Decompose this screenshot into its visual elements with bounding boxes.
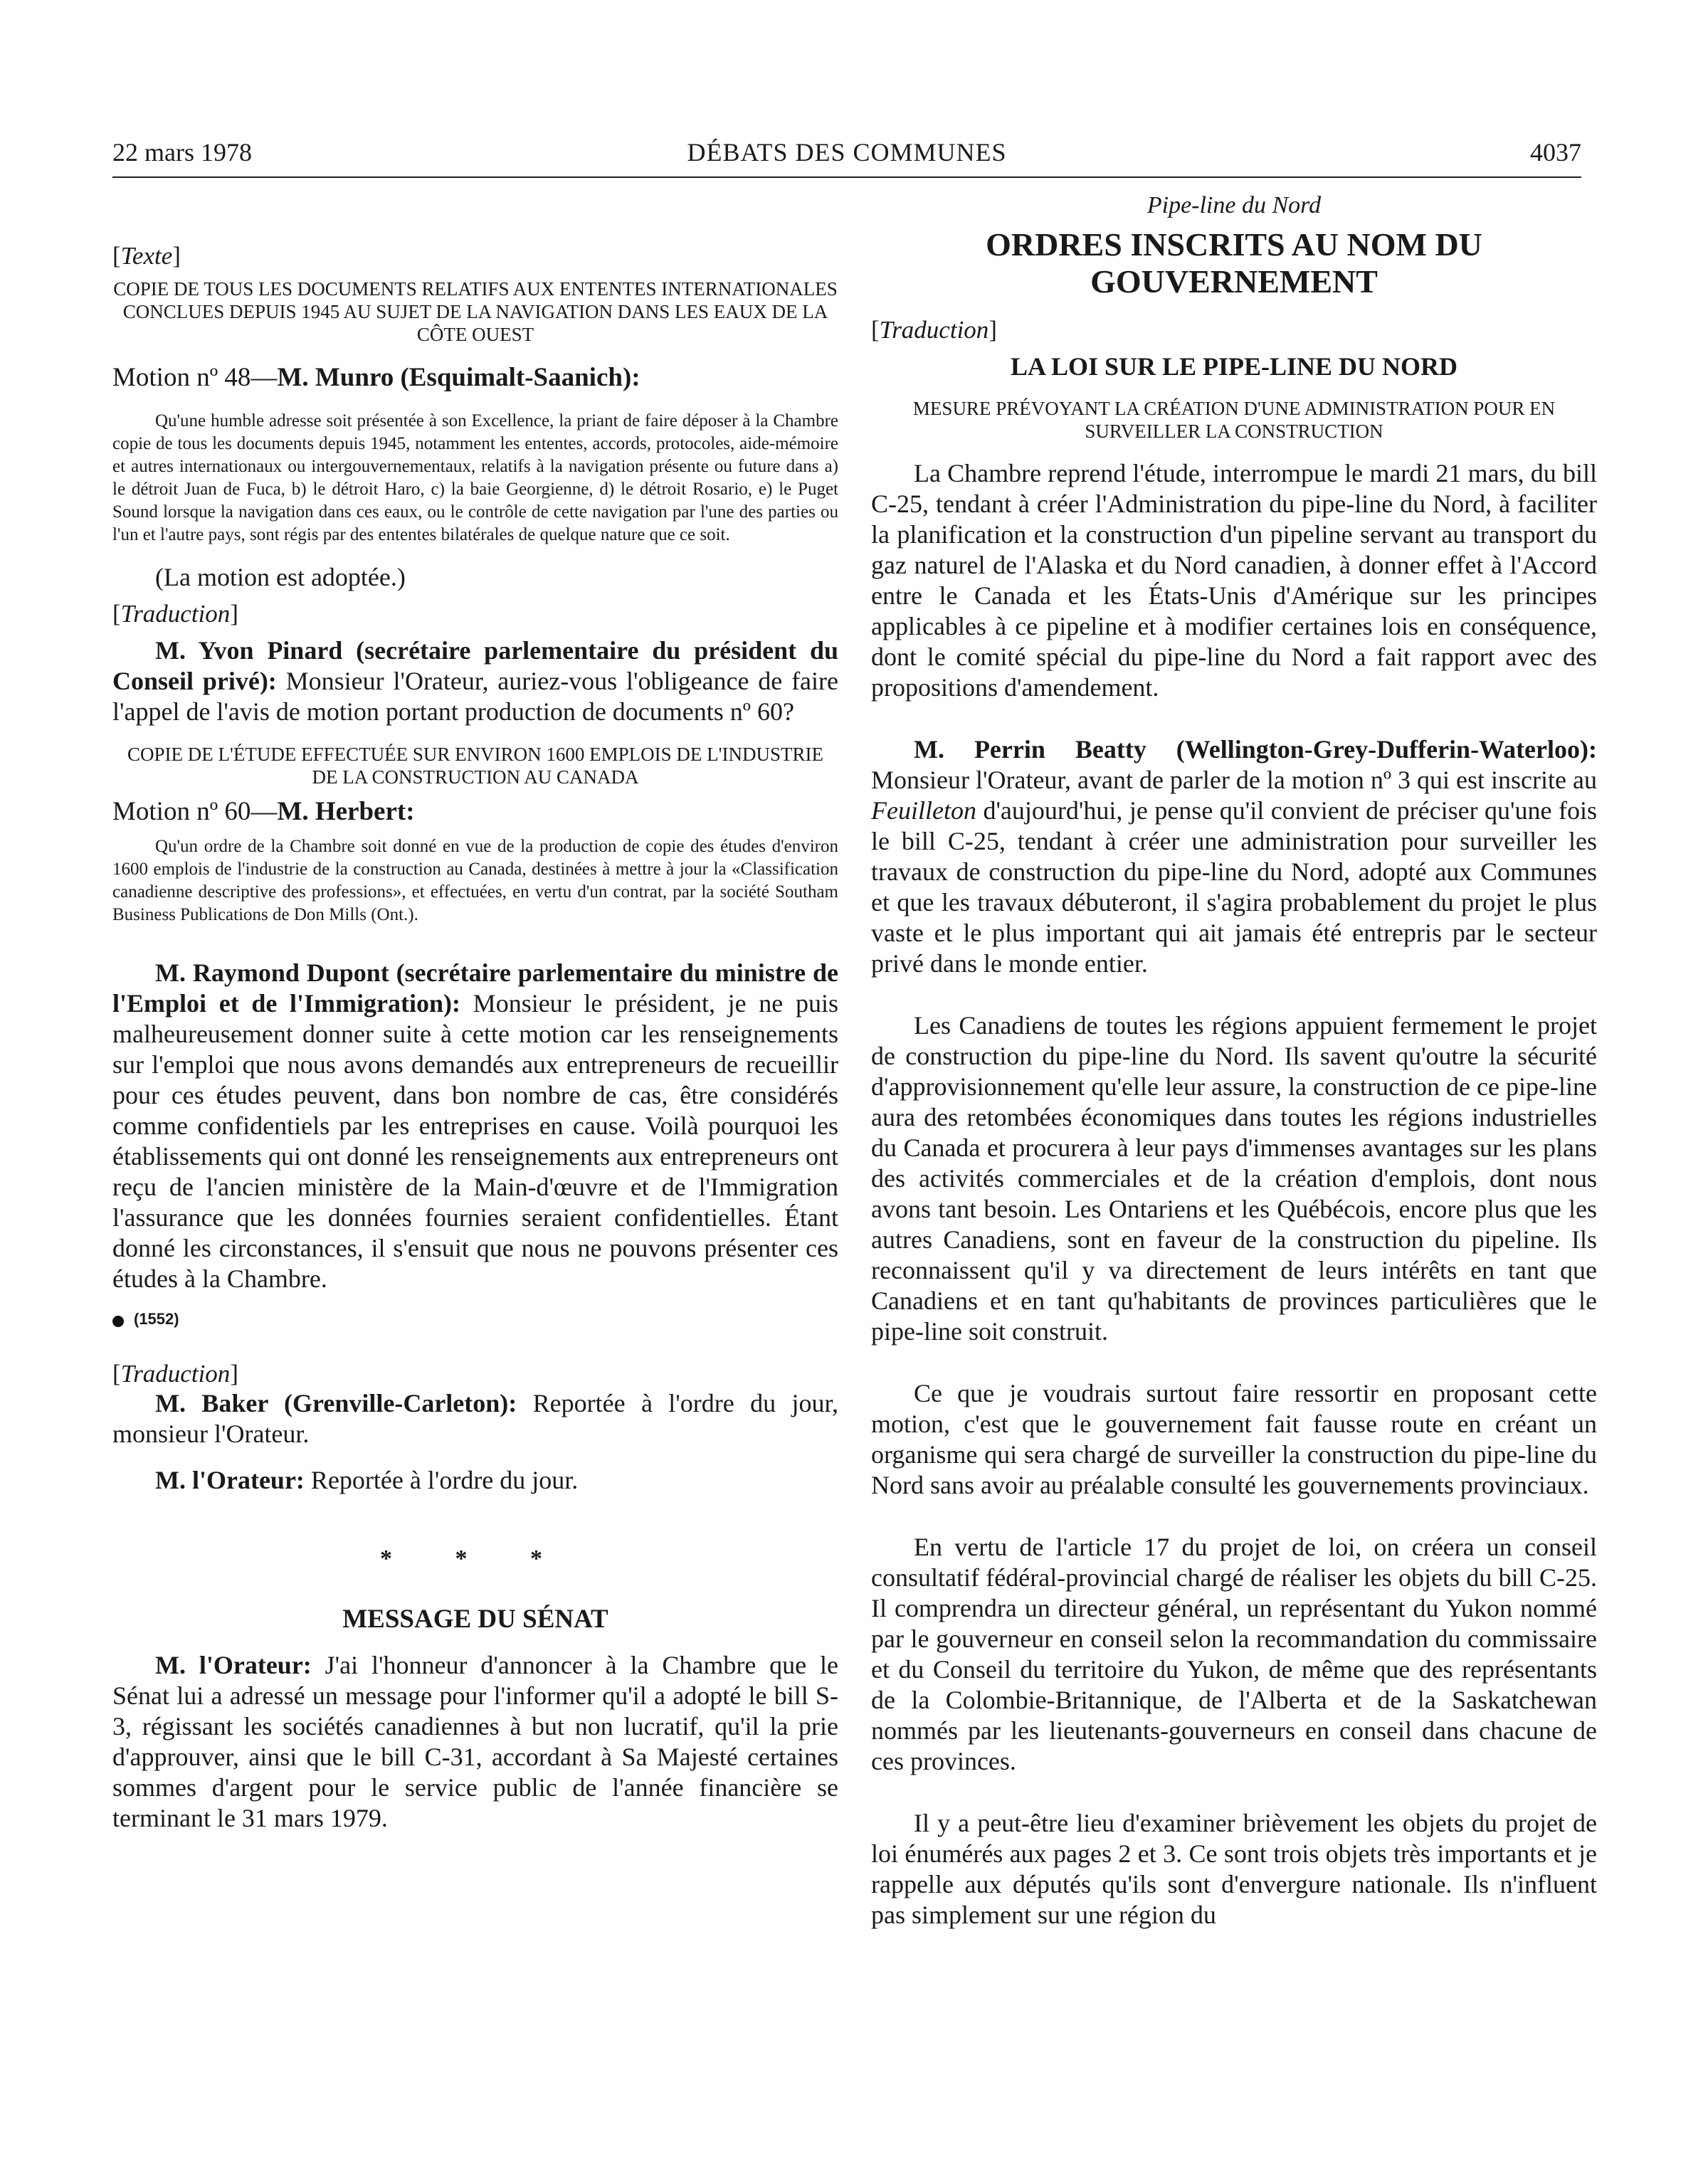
bullet-dot-icon — [112, 1316, 124, 1327]
beatty-speech: M. Perrin Beatty (Wellington-Grey-Dufferin-Waterloo): Monsieur l'Orateur, avant de parler de la motion nº 3 qui est inscrite au Feuilleton d'aujourd'hui, je pense qu'il convient de préciser qu'une fois le bill C-25, tendant à créer une administration pour surveiller les travaux de construction du pipe-line du Nord, adopté aux Communes et que les travaux débuteront, il s'agira probablement du projet le plus vaste et le plus important qui ait jamais été entrepris par le secteur privé dans le monde entier. — [871, 735, 1597, 978]
left-column — [112, 192, 838, 1834]
baker-speaker: M. Baker (Grenville-Carleton): — [155, 1389, 517, 1417]
tag-traduction-2: [Traduction] — [112, 1360, 238, 1388]
header-title: DÉBATS DES COMMUNES — [687, 138, 1007, 167]
motion-60-text: Qu'un ordre de la Chambre soit donné en vue de la production de copie des études d'environ 1600 emplois de l'industrie de la construction au Canada, destinées à mettre à jour la «Classification canadienne descriptive des professions», et effectuées, en vertu d'un contrat, par la société Southam Business Publications de Don Mills (Ont.). — [112, 837, 838, 924]
section-separator-stars: * * * — [380, 1546, 571, 1572]
beatty-speaker: M. Perrin Beatty (Wellington-Grey-Dufferin-Waterloo): — [914, 735, 1597, 764]
paragraph-article-17: En vertu de l'article 17 du projet de loi, on créera un conseil consultatif fédéral-provincial chargé de réaliser les objets du bill C-25. Il comprendra un directeur général, un représentant du Yukon nommé par le gouverneur en conseil selon la recommandation du commissaire et du Conseil du territoire du Yukon, de même que des représentants de la Colombie-Britannique, de l'Alberta et de la Saskatchewan nommés par les lieutenants-gouverneurs en conseil dans chacune de ces provinces. — [871, 1533, 1597, 1775]
pinard-speaker: M. Yvon Pinard (secrétaire parlementaire du président du Conseil privé): — [112, 636, 838, 695]
motion-adopted: (La motion est adoptée.) — [155, 563, 406, 591]
page-header — [112, 137, 1581, 178]
dupont-speaker: M. Raymond Dupont (secrétaire parlementaire du ministre de l'Emploi et de l'Immigration): — [112, 958, 838, 1018]
right-column — [871, 192, 1597, 1930]
tag-traduction-1: [Traduction] — [112, 600, 238, 628]
paragraph-ressortir: Ce que je voudrais surtout faire ressortir en proposant cette motion, c'est que le gouvernement fait fausse route en créant un organisme qui sera chargé de surveiller la construction du pipe-line du Nord sans avoir au préalable consulté les gouvernements provinciaux. — [871, 1379, 1597, 1499]
motion-48-text: Qu'une humble adresse soit présentée à son Excellence, la priant de faire déposer à la Chambre copie de tous les documents depuis 1945, notamment les ententes, accords, protocoles, aide-mémoire et autres internationaux ou intergouvernementaux, relatifs à la navigation présente ou future dans a) le détroit Juan de Fuca, b) le détroit Haro, c) la baie Georgienne, d) le détroit Rosario, e) le Puget Sound lorsque la navigation dans ces eaux, ou le contrôle de cette navigation par l'une des parties ou l'un et l'autre pays, sont régis par des ententes bilatérales de quelque nature que ce soit. — [112, 411, 838, 544]
header-page-number: 4037 — [1530, 138, 1581, 167]
header-date: 22 mars 1978 — [112, 138, 252, 167]
paragraph-canadiens: Les Canadiens de toutes les régions appuient fermement le projet de construction du pipe-line du Nord. Ils savent qu'outre la sécurité d'approvisionnement qu'elle leur assure, la construction de ce pipe-line aura des retombées économiques dans toutes les régions industrielles du Canada et procurera à leur pays d'immenses avantages sur les plans des activités commerciales et de la création d'emplois, dont nous avons tant besoin. Les Ontariens et les Québécois, encore plus que les autres Canadiens, sont en faveur de la construction du pipeline. Ils reconnaissent qu'il y va directement de leurs intérêts en tant que Canadiens et en tant qu'habitants de provinces particulières que le pipe-line soit construit. — [871, 1011, 1597, 1346]
baker-speech: M. Baker (Grenville-Carleton): Reportée à l'ordre du jour, monsieur l'Orateur. — [112, 1389, 838, 1448]
dupont-speech: M. Raymond Dupont (secrétaire parlementaire du ministre de l'Emploi et de l'Immigration): Monsieur le président, je ne puis malheureusement donner suite à cette motion car les renseignements sur l'emploi que nous avons demandés aux entrepreneurs de recueillir pour ces études peuvent, dans bon nombre de cas, être considérés comme confidentiels par les entreprises en cause. Voilà pourquoi les établissements qui ont donné les renseignements aux entrepreneurs ont reçu de l'ancien ministère de la Main-d'œuvre et de l'Immigration l'assurance que les données fournies seraient confidentielles. Étant donné les circonstances, il s'ensuit que nous ne pouvons présenter ces études à la Chambre. — [112, 958, 838, 1293]
subheading-administration: MESURE PRÉVOYANT LA CRÉATION D'UNE ADMINISTRATION POUR EN SURVEILLER LA CONSTRUCTION — [912, 398, 1556, 442]
heading-loi-pipeline: LA LOI SUR LE PIPE-LINE DU NORD — [1010, 352, 1458, 381]
tag-texte: [Texte] — [112, 242, 181, 270]
pinard-speech: M. Yvon Pinard (secrétaire parlementaire du président du Conseil privé): Monsieur l'Orateur, auriez-vous l'obligeance de faire l'appel de l'avis de motion portant production de documents nº 60? — [112, 636, 839, 726]
timestamp-marker: (1552) — [112, 1310, 838, 1328]
orateur-speaker-1: M. l'Orateur: — [155, 1466, 305, 1494]
paragraph-objets: Il y a peut-être lieu d'examiner brièvement les objets du projet de loi énumérés aux pages 2 et 3. Ce sont trois objets très importants et je rappelle aux députés qu'ils sont d'envergure nationale. Ils n'influent pas simplement sur une région du — [871, 1809, 1597, 1929]
paragraph-bill-c25: La Chambre reprend l'étude, interrompue le mardi 21 mars, du bill C-25, tendant à créer l'Administration du pipe-line du Nord, à faciliter la planification et la construction d'un pipeline servant au transport du gaz naturel de l'Alaska et du Nord canadien, à donner effet à l'Accord entre le Canada et les États-Unis d'Amérique sur les principes applicables à ce pipeline et à modifier certaines lois en conséquence, dont le comité spécial du pipe-line du Nord a fait rapport avec des propositions d'amendement. — [871, 459, 1597, 702]
heading-message-senat: MESSAGE DU SÉNAT — [342, 1605, 608, 1634]
motion-48-heading: Motion nº 48—M. Munro (Esquimalt-Saanich): — [112, 363, 640, 392]
heading-documents-navigation: COPIE DE TOUS LES DOCUMENTS RELATIFS AUX ENTENTES INTERNATIONALES CONCLUES DEPUIS 1945 AU SUJET DE LA NAVIGATION DANS LES EAUX DE LA CÔTE OUEST — [113, 278, 838, 345]
heading-ordres-gouvernement: ORDRES INSCRITS AU NOM DU GOUVERNEMENT — [986, 226, 1482, 300]
orateur-speech-2: M. l'Orateur: J'ai l'honneur d'annoncer à la Chambre que le Sénat lui a adressé un message pour l'informer qu'il a adopté le bill S-3, régissant les sociétés canadiennes à but non lucratif, qu'il la prie d'approuver, ainsi que le bill C-31, accordant à Sa Majesté certaines sommes d'argent pour le service public de l'année financière se terminant le 31 mars 1979. — [112, 1651, 839, 1832]
running-title-pipeline: Pipe-line du Nord — [1146, 192, 1322, 218]
tag-traduction-right: [Traduction] — [871, 316, 997, 344]
heading-construction-study: COPIE DE L'ÉTUDE EFFECTUÉE SUR ENVIRON 1600 EMPLOIS DE L'INDUSTRIE DE LA CONSTRUCTION AU CANADA — [127, 744, 823, 788]
orateur-speaker-2: M. l'Orateur: — [155, 1651, 312, 1679]
motion-60-heading: Motion nº 60—M. Herbert: — [112, 797, 415, 826]
orateur-speech-1: M. l'Orateur: Reportée à l'ordre du jour. — [155, 1466, 579, 1494]
